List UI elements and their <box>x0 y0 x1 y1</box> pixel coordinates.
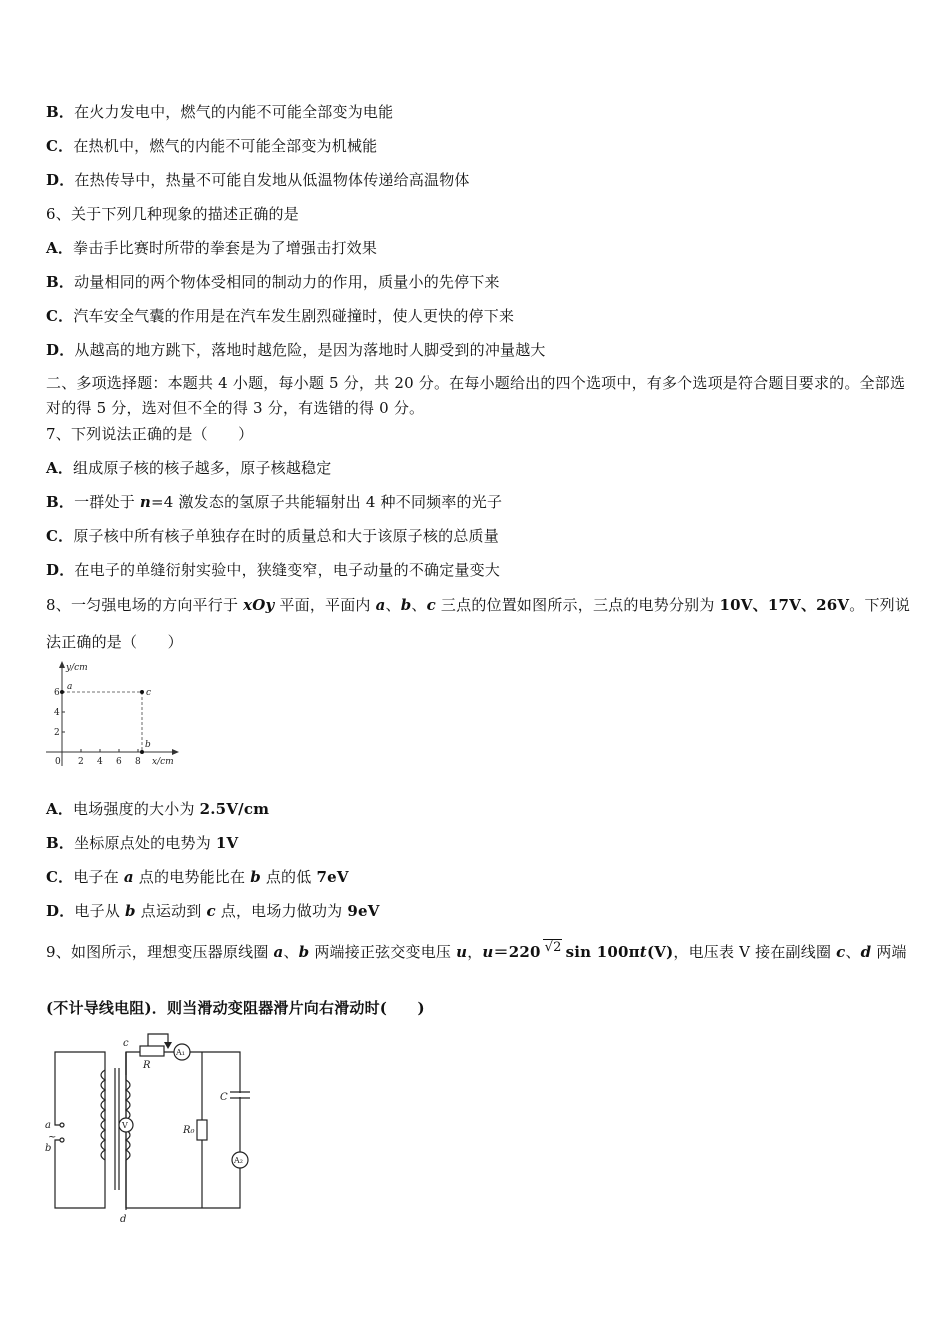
y-axis-label: y/cm <box>66 663 88 673</box>
point-b-label: b <box>145 740 151 750</box>
point-c <box>140 690 144 694</box>
q8-option-d: D．电子从 b 点运动到 c 点，电场力做功为 9eV <box>46 902 380 920</box>
resistor-r <box>140 1046 164 1056</box>
q8-option-a: A．电场强度的大小为 2.5V/cm <box>46 800 270 818</box>
point-c-label: c <box>146 688 152 698</box>
ammeter-a2-label: A₂ <box>234 1156 243 1165</box>
q6-option-c: C．汽车安全气囊的作用是在汽车发生剧烈碰撞时，使人更快的停下来 <box>46 307 515 325</box>
q8-option-b: B．坐标原点处的电势为 1V <box>46 834 239 852</box>
slider-arrowhead <box>164 1042 172 1049</box>
origin-label: 0 <box>55 757 61 767</box>
x-axis-label: x/cm <box>152 757 174 767</box>
resistor-r-label: R <box>143 1060 151 1071</box>
q7-option-c: C．原子核中所有核子单独存在时的质量总和大于该原子核的总质量 <box>46 527 499 545</box>
q9-stem-line2: (不计导线电阻)．则当滑动变阻器滑片向右滑动时( ) <box>46 999 425 1017</box>
y-tick-6: 6 <box>54 688 60 698</box>
q7-option-a: A．组成原子核的核子越多，原子核越稳定 <box>46 459 332 477</box>
terminal-a-label: a <box>45 1120 51 1131</box>
terminal-c-label: c <box>123 1038 129 1049</box>
q8-stem-line2: 法正确的是（ ） <box>46 633 183 651</box>
q9-stem-line1: 9、如图所示，理想变压器原线圈 a、b 两端接正弦交变电压 u，u＝220 √2 sin 100πt(V)，电压表 V 接在副线圈 c、d 两端 <box>46 940 907 961</box>
q8-coordinate-graph <box>42 660 182 772</box>
terminal-d-label: d <box>120 1214 127 1225</box>
q9-circuit-diagram <box>40 1030 255 1230</box>
q7-option-b: B．一群处于 n=4 激发态的氢原子共能辐射出 4 种不同频率的光子 <box>46 493 503 511</box>
q7-stem: 7、下列说法正确的是（ ） <box>46 425 254 443</box>
ammeter-a1-label: A₁ <box>176 1048 185 1057</box>
q8-stem-line1: 8、一匀强电场的方向平行于 xOy 平面，平面内 a、b、c 三点的位置如图所示，三点的电势分别为 10V、17V、26V。下列说 <box>46 596 911 614</box>
q6-stem: 6、关于下列几种现象的描述正确的是 <box>46 205 299 223</box>
q6-option-b: B．动量相同的两个物体受相同的制动力的作用，质量小的先停下来 <box>46 273 500 291</box>
x-tick-8: 8 <box>135 757 141 767</box>
point-a-label: a <box>67 682 73 692</box>
ac-source-symbol: ~ <box>48 1132 57 1143</box>
q7-option-d: D．在电子的单缝衍射实验中，狭缝变窄，电子动量的不确定量变大 <box>46 561 501 579</box>
resistor-r0-label: R₀ <box>183 1125 195 1136</box>
point-a <box>60 690 64 694</box>
q5-option-b: B．在火力发电中，燃气的内能不可能全部变为电能 <box>46 103 394 121</box>
sqrt-symbol: √2 <box>544 940 562 955</box>
point-b <box>140 750 144 754</box>
resistor-r0 <box>197 1120 207 1140</box>
section-2-heading: 二、多项选择题：本题共 4 小题，每小题 5 分，共 20 分。在每小题给出的四个选项中，有多个选项是符合题目要求的。全部选对的得 5 分，选对但不全的得 3 分，有选错的得 0 分。 <box>46 374 906 417</box>
q6-option-d: D．从越高的地方跳下，落地时越危险，是因为落地时人脚受到的冲量越大 <box>46 341 546 359</box>
y-axis-arrow <box>59 661 65 668</box>
x-tick-6: 6 <box>116 757 122 767</box>
x-axis-arrow <box>172 749 179 755</box>
q6-option-a: A．拳击手比赛时所带的拳套是为了增强击打效果 <box>46 239 378 257</box>
y-tick-2: 2 <box>54 728 60 738</box>
q8-option-c: C．电子在 a 点的电势能比在 b 点的低 7eV <box>46 868 349 886</box>
voltmeter-label: V <box>122 1121 128 1130</box>
x-tick-4: 4 <box>97 757 103 767</box>
capacitor-label: C <box>220 1092 228 1103</box>
x-tick-2: 2 <box>78 757 84 767</box>
terminal-b-label: b <box>45 1143 52 1154</box>
q5-option-d: D．在热传导中，热量不可能自发地从低温物体传递给高温物体 <box>46 171 470 189</box>
q5-option-c: C．在热机中，燃气的内能不可能全部变为机械能 <box>46 137 378 155</box>
y-tick-4: 4 <box>54 708 60 718</box>
